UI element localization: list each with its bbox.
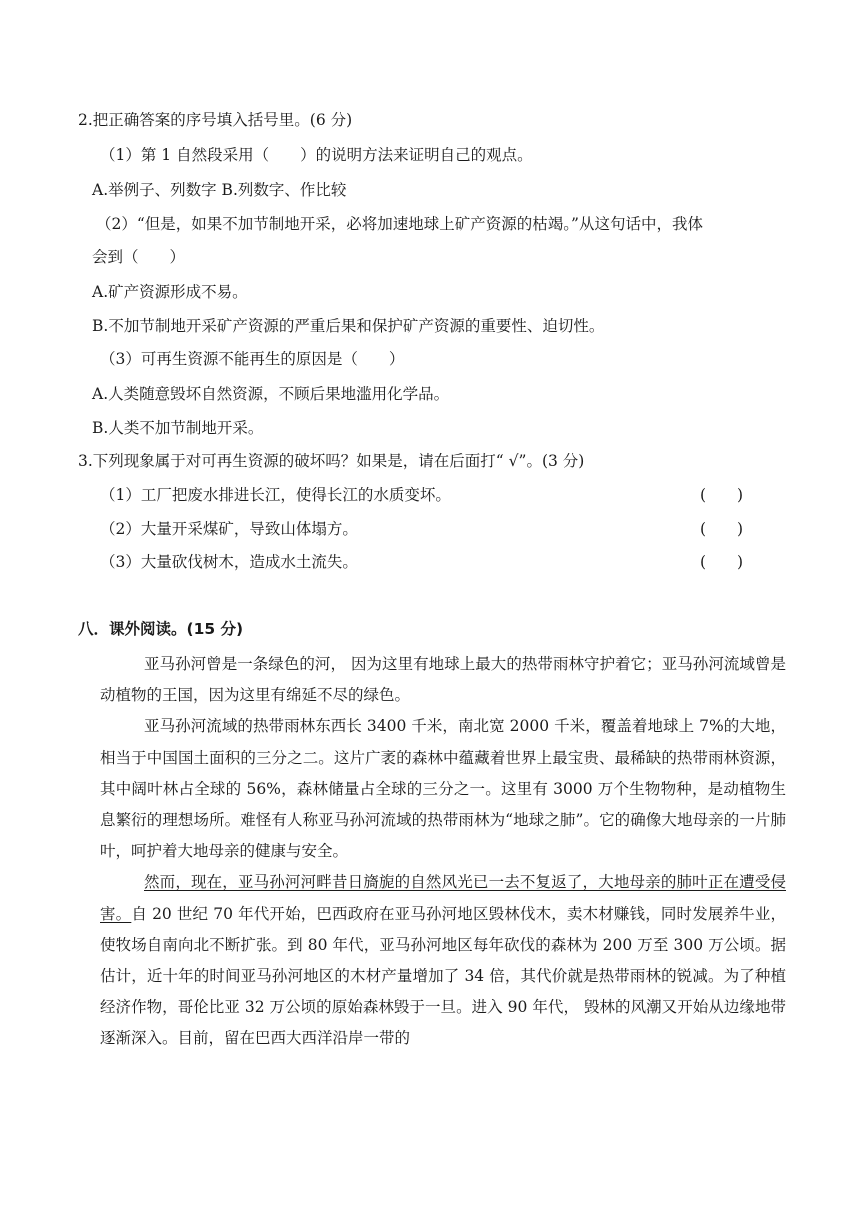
question-3-item-1-answer-blank[interactable]: ( ) — [700, 486, 744, 504]
passage-paragraph-3 — [100, 867, 786, 1054]
passage-paragraph-2: 亚马孙河流域的热带雨林东西长 3400 千米，南北宽 2000 千米，覆盖着地球上 7%的大地，相当于中国国土面积的三分之二。这片广袤的森林中蕴藏着世界上最宝贵、最稀缺的热带雨林资源，其中阔叶林占全球的 56%，森林储量占全球的三分之一。这里有 3000 万个生物物种，是动植物生息繁衍的理想场所。难怪有人称亚马孙河流域的热带雨林为“地球之肺”。它的确像大地母亲的一片肺叶，呵护着大地母亲的健康与安全。 — [100, 717, 786, 861]
passage-paragraph-1: 亚马孙河曾是一条绿色的河， 因为这里有地球上最大的热带雨林守护着它；亚马孙河流域曾是动植物的王国，因为这里有绵延不尽的绿色。 — [100, 655, 786, 705]
question-3-item-1: （1）工厂把废水排进长江，使得长江的水质变坏。 — [100, 486, 451, 504]
question-3-title: 3.下列现象属于对可再生资源的破坏吗？如果是，请在后面打“ √”。(3 分) — [78, 452, 585, 470]
question-2-item-1-options: A.举例子、列数字 B.列数字、作比较 — [92, 181, 347, 199]
question-3-item-2-answer-blank[interactable]: ( ) — [700, 520, 744, 538]
question-2-item-3-option-b: B.人类不加节制地开采。 — [92, 419, 264, 437]
question-2-title: 2.把正确答案的序号填入括号里。(6 分) — [78, 111, 353, 129]
passage-paragraph-3-text: 自 20 世纪 70 年代开始，巴西政府在亚马孙河地区毁林伐木，卖木材赚钱，同时发展养牛业，使牧场自南向北不断扩张。到 80 年代，亚马孙河地区每年砍伐的森林为 200 万至 300 万公顷。据估计，近十年的时间亚马孙河地区的木材产量增加了 34 倍，其代价就是热带雨林的锐减。为了种植经济作物，哥伦比亚 32 万公顷的原始森林毁于一旦。进入 90 年代， 毁林的风潮又开始从边缘地带逐渐深入。目前，留在巴西大西洋沿岸一带的 — [100, 904, 786, 1048]
passage-underlined-sentence: 然而，现在，亚马孙河河畔昔日旖旎的自然风光已一去不复返了，大地母亲的肺叶正在遭受侵害。 — [100, 873, 786, 923]
question-2-item-2-line-2: 会到（ ） — [92, 248, 186, 266]
question-2-item-3-option-a: A.人类随意毁坏自然资源，不顾后果地滥用化学品。 — [92, 385, 450, 403]
question-3-item-3: （3）大量砍伐树木，造成水土流失。 — [100, 553, 358, 571]
question-2-item-3: （3）可再生资源不能再生的原因是（ ） — [100, 350, 405, 368]
question-2-item-2-option-b: B.不加节制地开采矿产资源的严重后果和保护矿产资源的重要性、迫切性。 — [92, 317, 605, 335]
question-3-item-3-answer-blank[interactable]: ( ) — [700, 553, 744, 571]
question-2-item-2-option-a: A.矿产资源形成不易。 — [92, 283, 248, 301]
question-3-item-2: （2）大量开采煤矿，导致山体塌方。 — [100, 520, 358, 538]
question-2-item-1: （1）第 1 自然段采用（ ）的说明方法来证明自己的观点。 — [100, 146, 533, 164]
section-8-title: 八．课外阅读。(15 分) — [78, 620, 244, 638]
reading-passage — [100, 649, 786, 1055]
question-2-item-2-line-1: （2）“但是，如果不加节制地开采，必将加速地球上矿产资源的枯竭。”从这句话中，我体 — [96, 215, 703, 233]
